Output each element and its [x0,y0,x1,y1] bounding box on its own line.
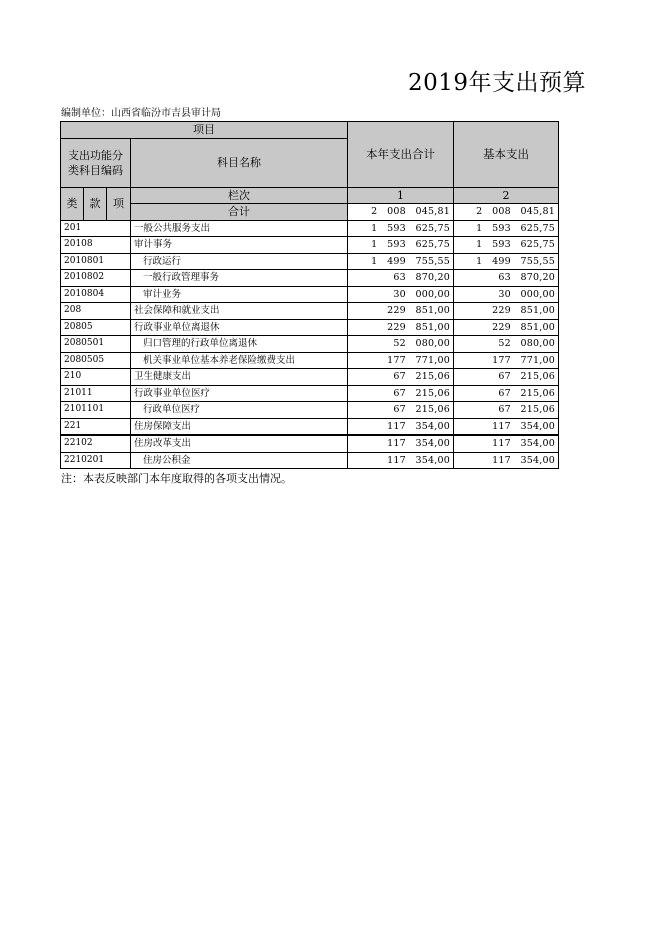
table-row [61,352,559,369]
row-code: 2101101 [61,402,131,419]
heji-basic-value: 2 008 045,81 [454,204,559,221]
header-col-basic: 基本支出 [454,122,559,188]
table-row [61,336,559,353]
row-subject-name: 机关事业单位基本养老保险缴费支出 [131,352,348,369]
row-subject-name: 住房保障支出 [131,418,348,435]
row-basic: 67 215,06 [454,385,559,402]
row-total: 117 354,00 [348,418,454,435]
row-code: 21011 [61,385,131,402]
row-total: 229 851,00 [348,319,454,336]
row-basic: 117 354,00 [454,418,559,435]
header-xiang: 项 [107,187,131,220]
row-total: 52 080,00 [348,336,454,353]
row-subject-name: 一般公共服务支出 [131,220,348,237]
row-code: 208 [61,303,131,320]
footnote: 注：本表反映部门本年度取得的各项支出情况。 [61,472,292,485]
title-clip [0,60,662,100]
row-code: 22102 [61,435,131,452]
heji-total-value: 2 008 045,81 [348,204,454,221]
table-row [61,253,559,270]
row-total: 117 354,00 [348,452,454,469]
row-subject-name: 卫生健康支出 [131,369,348,386]
row-code: 221 [61,418,131,435]
header-lanci-2: 2 [454,187,559,204]
row-code: 210 [61,369,131,386]
row-basic: 30 000,00 [454,286,559,303]
row-code: 20805 [61,319,131,336]
row-subject-name: 行政运行 [131,253,348,270]
row-total: 30 000,00 [348,286,454,303]
header-col-total: 本年支出合计 [348,122,454,188]
row-basic: 63 870,20 [454,270,559,287]
row-basic: 229 851,00 [454,303,559,320]
row-total: 67 215,06 [348,402,454,419]
table-row [61,319,559,336]
table-row [61,220,559,237]
table-row [61,237,559,254]
row-subject-name: 社会保障和就业支出 [131,303,348,320]
header-row-lanci [61,187,559,204]
header-func-code: 支出功能分类科目编码 [61,138,131,187]
row-total: 67 215,06 [348,385,454,402]
row-subject-name: 行政事业单位离退休 [131,319,348,336]
row-basic: 1 593 625,75 [454,220,559,237]
row-code: 2080505 [61,352,131,369]
row-total: 1 499 755,55 [348,253,454,270]
row-subject-name: 行政事业单位医疗 [131,385,348,402]
row-total: 67 215,06 [348,369,454,386]
row-total: 1 593 625,75 [348,220,454,237]
table-row [61,402,559,419]
row-subject-name: 行政单位医疗 [131,402,348,419]
table-row [61,435,559,452]
header-subject-name: 科目名称 [131,138,348,187]
row-basic: 67 215,06 [454,402,559,419]
row-basic: 67 215,06 [454,369,559,386]
row-code: 2210201 [61,452,131,469]
table-row [61,369,559,386]
table-row [61,286,559,303]
row-basic: 1 499 755,55 [454,253,559,270]
table-row [61,270,559,287]
row-code: 201 [61,220,131,237]
header-project: 项目 [61,122,348,139]
org-unit-label: 编制单位：山西省临汾市吉县审计局 [61,108,221,119]
row-basic: 117 354,00 [454,452,559,469]
page-title: 2019年支出预算 [408,70,587,96]
row-code: 2010804 [61,286,131,303]
row-subject-name: 审计事务 [131,237,348,254]
row-total: 1 593 625,75 [348,237,454,254]
row-subject-name: 归口管理的行政单位离退休 [131,336,348,353]
row-total: 177 771,00 [348,352,454,369]
row-subject-name: 住房改革支出 [131,435,348,452]
row-basic: 52 080,00 [454,336,559,353]
table-row [61,385,559,402]
header-row-heji [61,204,559,221]
row-subject-name: 一般行政管理事务 [131,270,348,287]
table-row [61,303,559,320]
header-row-project [61,122,559,139]
row-total: 229 851,00 [348,303,454,320]
row-code: 20108 [61,237,131,254]
header-lanci: 栏次 [131,187,348,204]
row-total: 117 354,00 [348,435,454,452]
row-basic: 117 354,00 [454,435,559,452]
table-row [61,418,559,435]
row-code: 2010801 [61,253,131,270]
header-lei: 类 [61,187,84,220]
row-code: 2080501 [61,336,131,353]
row-total: 63 870,20 [348,270,454,287]
row-subject-name: 住房公积金 [131,452,348,469]
header-lanci-1: 1 [348,187,454,204]
budget-table [60,121,559,469]
row-basic: 1 593 625,75 [454,237,559,254]
row-basic: 177 771,00 [454,352,559,369]
row-basic: 229 851,00 [454,319,559,336]
row-subject-name: 审计业务 [131,286,348,303]
header-heji: 合计 [131,204,348,221]
table-row [61,452,559,469]
row-code: 2010802 [61,270,131,287]
header-kuan: 款 [84,187,107,220]
